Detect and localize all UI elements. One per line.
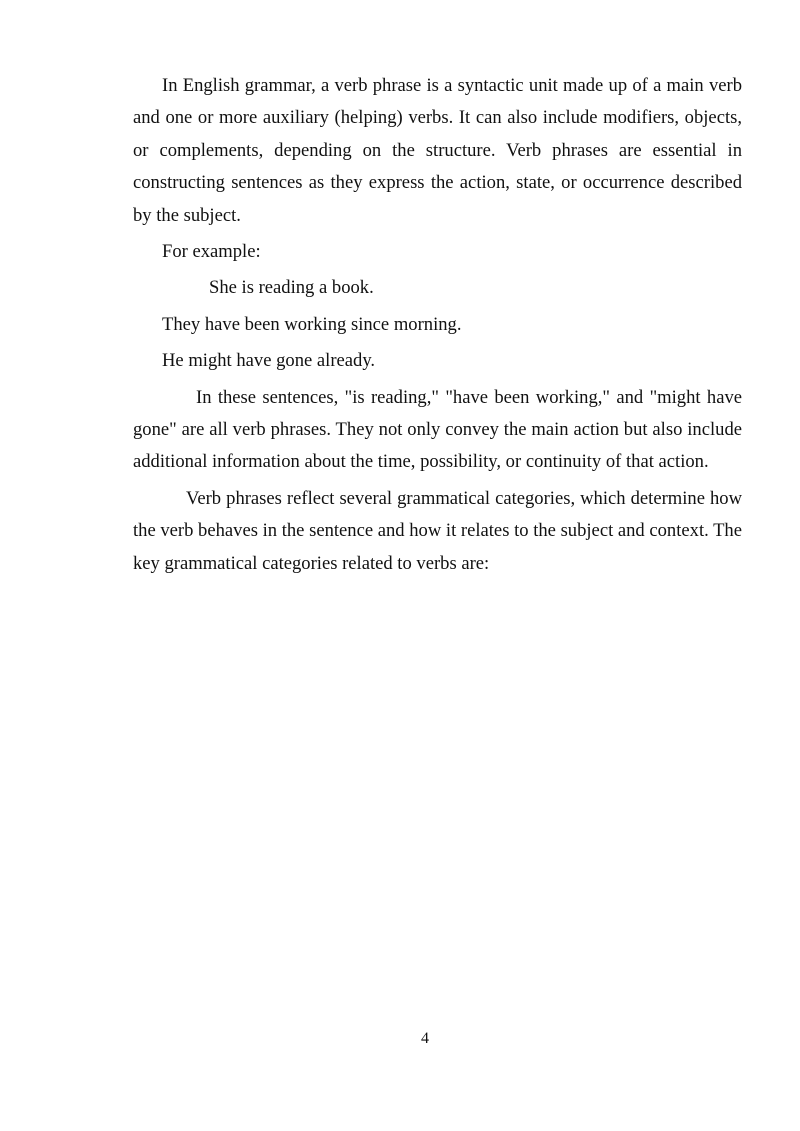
example-sentence-2: They have been working since morning. xyxy=(162,313,462,335)
example-intro: For example: xyxy=(162,241,261,263)
page-number: 4 xyxy=(421,1030,429,1047)
categories-paragraph: Verb phrases reflect several grammatical categories, which determine how the verb behaves in the sentence and how it relates to the subject and context. The key grammatical categories related to verbs are: xyxy=(133,487,742,574)
page-body xyxy=(133,70,742,584)
explanation-paragraph: In these sentences, "is reading," "have been working," and "might have gone" are all verb phrases. They not only convey the main action but also include additional information about the time, possibility, or continuity of that action. xyxy=(133,386,742,473)
example-sentence-1: She is reading a book. xyxy=(209,277,374,299)
example-sentence-3: He might have gone already. xyxy=(162,350,376,372)
intro-paragraph: In English grammar, a verb phrase is a syntactic unit made up of a main verb and one or more auxiliary (helping) verbs. It can also include modifiers, objects, or complements, depending on the structure. Verb phrases are essential in constructing sentences as they express the action, state, or occurrence described by the subject. xyxy=(133,75,742,226)
